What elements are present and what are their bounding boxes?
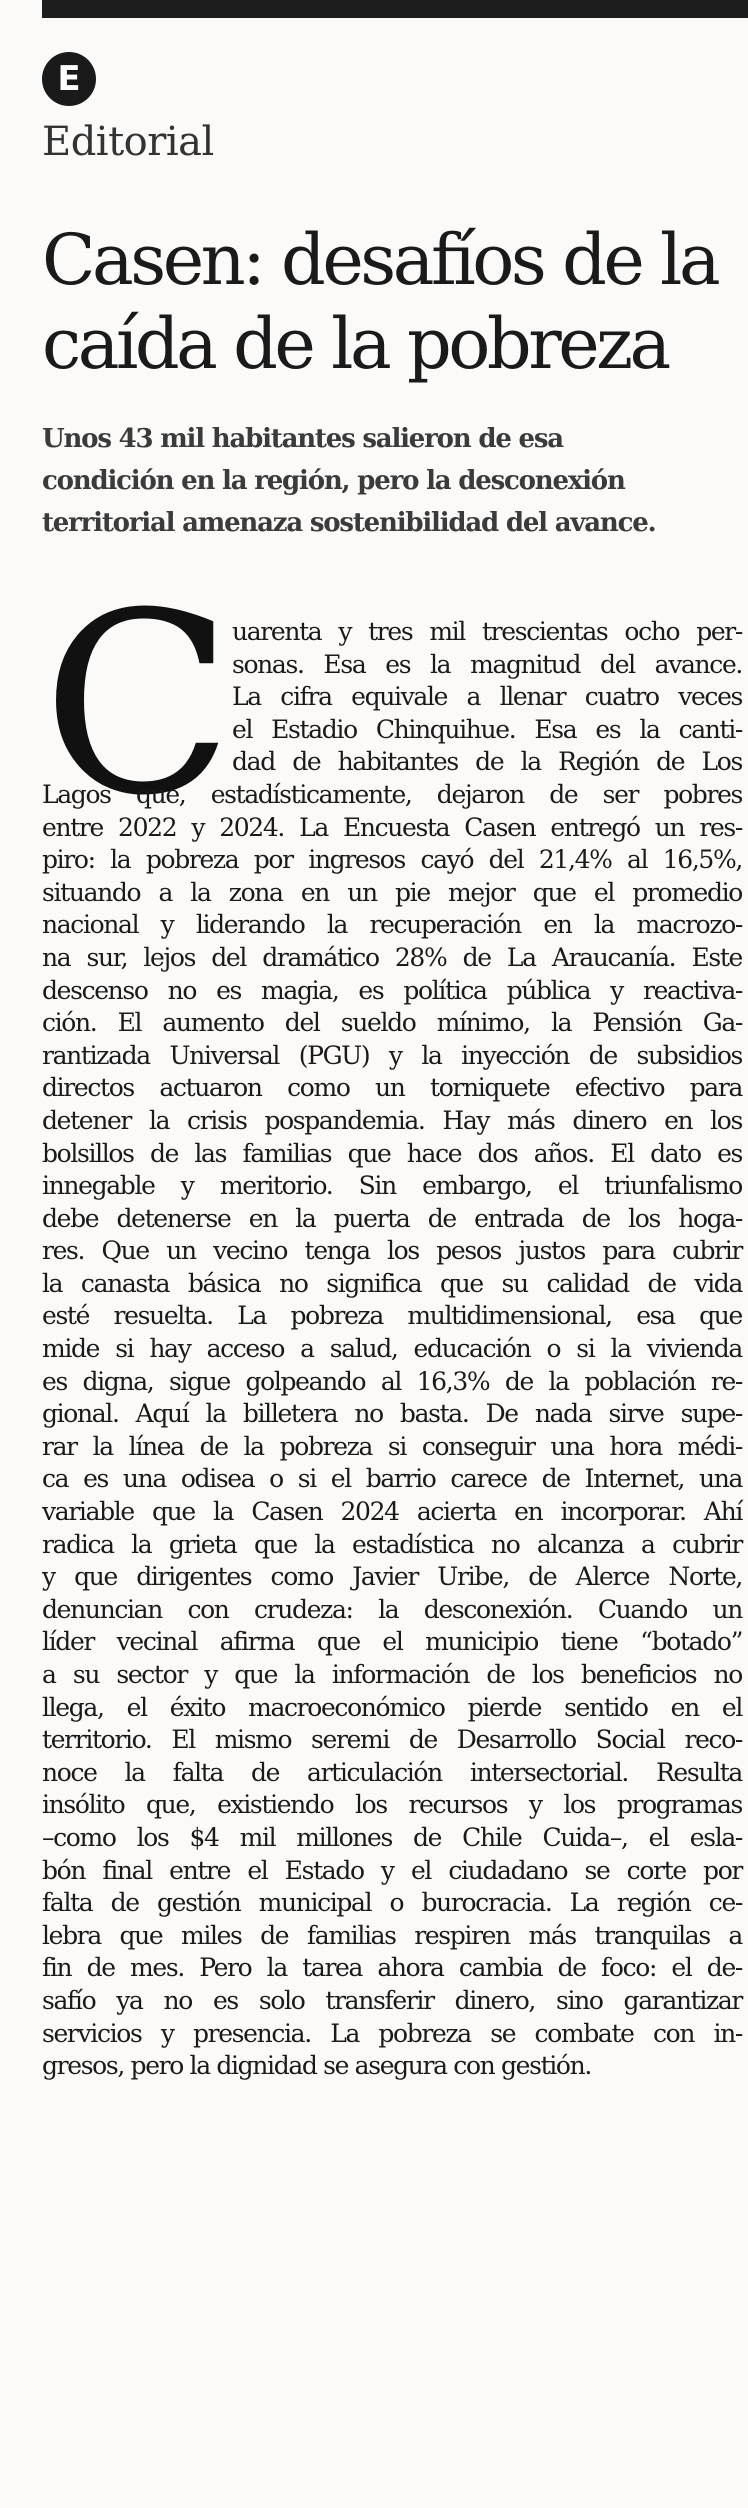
article-line: gional. Aquí la billetera no basta. De nada sirve supe- [42, 1399, 742, 1429]
article-line: esté resuelta. La pobreza multidimensional, esa que [42, 1301, 742, 1331]
article-line: denuncian con crudeza: la desconexión. Cuando un [42, 1594, 742, 1624]
article-line: la canasta básica no significa que su calidad de vida [42, 1268, 742, 1298]
article-line: variable que la Casen 2024 acierta en incorporar. Ahí [42, 1497, 742, 1527]
article-line: La cifra equivale a llenar cuatro veces [232, 682, 742, 712]
headline [42, 218, 742, 386]
article-line: na sur, lejos del dramático 28% de La Araucanía. Este [42, 942, 742, 972]
article-line: nacional y liderando la recuperación en la macrozo- [42, 910, 742, 940]
article-line: insólito que, existiendo los recursos y los programas [42, 1790, 742, 1820]
article-line: piro: la pobreza por ingresos cayó del 21,4% al 16,5%, [42, 845, 742, 875]
article-line: radica la grieta que la estadística no alcanza a cubrir [42, 1529, 742, 1559]
article-line: es digna, sigue golpeando al 16,3% de la población re- [42, 1366, 742, 1396]
article-line: descenso no es magia, es política pública y reactiva- [42, 975, 742, 1005]
article-line: sonas. Esa es la magnitud del avance. [232, 649, 742, 679]
article-line: rantizada Universal (PGU) y la inyección de subsidios [42, 1040, 742, 1070]
article-line: safío ya no es solo transferir dinero, sino garantizar [42, 1985, 742, 2015]
article-line: el Estadio Chinquihue. Esa es la canti- [232, 714, 742, 744]
article-line: debe detenerse en la puerta de entrada de los hoga- [42, 1203, 742, 1233]
article-line: Lagos que, estadísticamente, dejaron de ser pobres [42, 779, 742, 809]
subheadline [42, 418, 742, 544]
article-line: directos actuaron como un torniquete efectivo para [42, 1073, 742, 1103]
drop-cap: C [42, 559, 234, 850]
subheadline-line: condición en la región, pero la desconexión [42, 466, 625, 496]
article-line: fin de mes. Pero la tarea ahora cambia de foco: el de- [42, 1953, 742, 1983]
article-line: –como los $4 mil millones de Chile Cuida–, el esla- [42, 1822, 742, 1852]
article-line: rar la línea de la pobreza si conseguir una hora médi- [42, 1431, 742, 1461]
headline-line: caída de la pobreza [42, 303, 668, 385]
article-line: ca es una odisea o si el barrio carece de Internet, una [42, 1464, 742, 1494]
subheadline-line: Unos 43 mil habitantes salieron de esa [42, 424, 563, 454]
article-line: líder vecinal afirma que el municipio tiene “botado” [42, 1627, 742, 1657]
article-line: territorio. El mismo seremi de Desarrollo Social reco- [42, 1725, 742, 1755]
article-line: noce la falta de articulación intersectorial. Resulta [42, 1757, 742, 1787]
section-label: Editorial [42, 119, 214, 165]
article-body [42, 616, 742, 2083]
article-line: innegable y meritorio. Sin embargo, el triunfalismo [42, 1171, 742, 1201]
top-rule [42, 0, 748, 18]
editorial-badge-icon: E [42, 52, 96, 106]
article-line: mide si hay acceso a salud, educación o si la vivienda [42, 1334, 742, 1364]
article-line: dad de habitantes de la Región de Los [232, 747, 742, 777]
article-line: situando a la zona en un pie mejor que el promedio [42, 877, 742, 907]
article-line: entre 2022 y 2024. La Encuesta Casen entregó un res- [42, 812, 742, 842]
article-line: lebra que miles de familias respiren más tranquilas a [42, 1920, 742, 1950]
article-line: y que dirigentes como Javier Uribe, de Alerce Norte, [42, 1562, 742, 1592]
article-line: detener la crisis pospandemia. Hay más dinero en los [42, 1105, 742, 1135]
article-line: bolsillos de las familias que hace dos años. El dato es [42, 1138, 742, 1168]
article-line: gresos, pero la dignidad se asegura con gestión. [42, 2051, 591, 2081]
article-line: ción. El aumento del sueldo mínimo, la Pensión Ga- [42, 1008, 742, 1038]
article-line: llega, el éxito macroeconómico pierde sentido en el [42, 1692, 742, 1722]
article-line: uarenta y tres mil trescientas ocho per- [232, 617, 742, 646]
subheadline-line: territorial amenaza sostenibilidad del avance. [42, 508, 656, 538]
headline-line: Casen: desafíos de la [42, 219, 718, 301]
article-line: a su sector y que la información de los beneficios no [42, 1660, 742, 1689]
article-line: bón final entre el Estado y el ciudadano se corte por [42, 1855, 742, 1885]
article-line: res. Que un vecino tenga los pesos justos para cubrir [42, 1236, 742, 1266]
article-line: servicios y presencia. La pobreza se combate con in- [42, 2018, 742, 2048]
article-line: falta de gestión municipal o burocracia. La región ce- [42, 1888, 742, 1918]
